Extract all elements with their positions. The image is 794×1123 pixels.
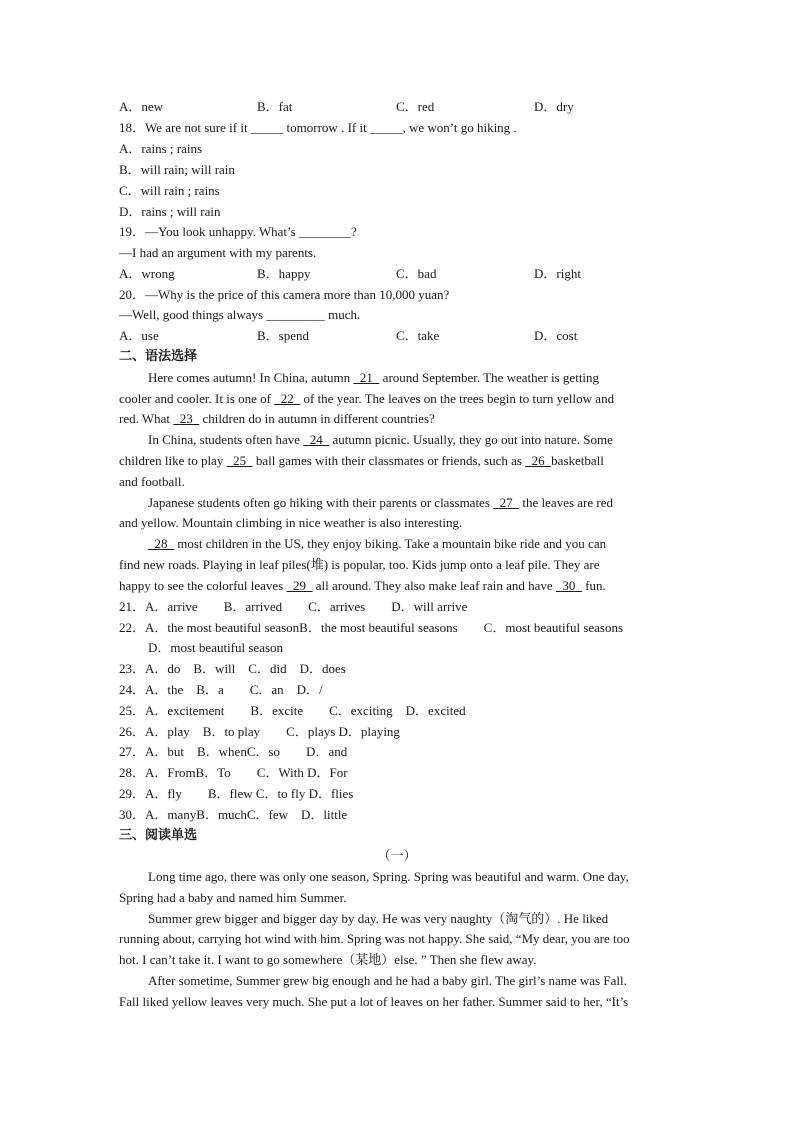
option-c: C．bad (396, 266, 437, 281)
blank-22[interactable] (274, 391, 300, 406)
option-c: C．red (396, 99, 435, 114)
q18-option-c: C．will rain ; rains (119, 183, 220, 198)
blank-26[interactable] (525, 453, 551, 468)
option-d: D．right (534, 266, 581, 281)
blank-number: 30 (562, 578, 576, 593)
q20-stem: 20．—Why is the price of this camera more than 10,000 yuan? (119, 287, 450, 302)
passage-line: Long time ago, there was only one season, Spring. Spring was beautiful and warm. One day, (148, 869, 629, 884)
blank-number: 25 (233, 453, 247, 468)
q27-options: 27．A．but B．whenC．so D．and (119, 744, 348, 759)
option-a: A．wrong (119, 266, 175, 281)
cloze-line (148, 495, 613, 511)
blank-23[interactable] (173, 411, 199, 426)
cloze-line (119, 411, 435, 427)
q19-reply: —I had an argument with my parents. (119, 245, 317, 260)
passage-line: After sometime, Summer grew big enough and he had a baby girl. The girl’s name was Fall. (148, 973, 627, 988)
blank-21[interactable] (353, 370, 379, 385)
passage-line: hot. I can’t take it. I want to go somewhere（某地）else. ” Then she flew away. (119, 952, 537, 967)
cloze-line: find new roads. Playing in leaf piles(堆) is popular, too. Kids jump onto a leaf pile. They are (119, 557, 600, 572)
cloze-line (148, 432, 613, 448)
passage-line: running about, carrying hot wind with him. Spring was not happy. She said, “My dear, you are too (119, 931, 630, 946)
blank-30[interactable] (556, 578, 582, 593)
q22-options-cont: D．most beautiful season (148, 640, 284, 655)
blank-28[interactable] (148, 536, 174, 551)
blank-number: 26 (531, 453, 545, 468)
text: Here comes autumn! In China, autumn (148, 370, 354, 385)
blank-number: 23 (179, 411, 193, 426)
q18-stem: 18．We are not sure if it _____ tomorrow . If it _____, we won’t go hiking . (119, 120, 517, 135)
option-a: A．new (119, 99, 164, 114)
q20-reply: —Well, good things always _________ much. (119, 307, 361, 322)
q28-options: 28．A．FromB．To C．With D．For (119, 765, 348, 780)
blank-27[interactable] (493, 495, 519, 510)
passage-line: Summer grew bigger and bigger day by day. He was very naughty（淘气的）. He liked (148, 911, 609, 926)
cloze-line (119, 453, 604, 469)
text: of the year. The leaves on the trees begin to turn yellow and (300, 391, 615, 406)
text: Japanese students often go hiking with their parents or classmates (148, 495, 494, 510)
option-d: D．dry (534, 99, 574, 114)
q24-options: 24．A．the B．a C．an D．/ (119, 682, 323, 697)
q21-options: 21．A．arrive B．arrived C．arrives D．will arrive (119, 599, 468, 614)
q29-options: 29．A．fly B．flew C．to fly D．flies (119, 786, 354, 801)
blank-number: 27 (499, 495, 513, 510)
q18-option-d: D．rains ; will rain (119, 204, 221, 219)
option-b: B．spend (257, 328, 310, 343)
text: ball games with their classmates or friends, such as (252, 453, 526, 468)
option-a: A．use (119, 328, 159, 343)
cloze-line (119, 391, 614, 407)
q25-options: 25．A．excitement B．excite C．exciting D．excited (119, 703, 466, 718)
text: most children in the US, they enjoy biking. Take a mountain bike ride and you can (174, 536, 607, 551)
option-b: B．happy (257, 266, 311, 281)
blank-24[interactable] (303, 432, 329, 447)
text: cooler and cooler. It is one of (119, 391, 275, 406)
q26-options: 26．A．play B．to play C．plays D．playing (119, 724, 400, 739)
option-b: B．fat (257, 99, 293, 114)
text: all around. They also make leaf rain and have (312, 578, 556, 593)
text: fun. (581, 578, 606, 593)
text: around September. The weather is getting (379, 370, 600, 385)
q23-options: 23．A．do B．will C．did D．does (119, 661, 346, 676)
cloze-line: and football. (119, 474, 185, 489)
blank-29[interactable] (287, 578, 313, 593)
blank-number: 28 (154, 536, 168, 551)
section-grammar-heading: 二、语法选择 (119, 349, 198, 364)
text: children do in autumn in different countries? (199, 411, 435, 426)
cloze-line (148, 536, 606, 552)
text: happy to see the colorful leaves (119, 578, 287, 593)
q18-option-a: A．rains ; rains (119, 141, 203, 156)
blank-number: 24 (309, 432, 323, 447)
text: red. What (119, 411, 174, 426)
blank-number: 21 (359, 370, 373, 385)
text: In China, students often have (148, 432, 304, 447)
q18-option-b: B．will rain; will rain (119, 162, 235, 177)
q19-stem: 19．—You look unhappy. What’s ________? (119, 224, 357, 239)
cloze-line: and yellow. Mountain climbing in nice weather is also interesting. (119, 515, 463, 530)
text: autumn picnic. Usually, they go out into nature. Some (329, 432, 613, 447)
text: basketball (551, 453, 604, 468)
text: children like to play (119, 453, 227, 468)
section-reading-heading: 三、阅读单选 (119, 828, 198, 843)
cloze-line (119, 578, 606, 594)
blank-number: 22 (280, 391, 294, 406)
passage-number: （一） (377, 848, 417, 863)
option-d: D．cost (534, 328, 578, 343)
passage-line: Fall liked yellow leaves very much. She put a lot of leaves on her father. Summer said to her, “It’s (119, 994, 629, 1009)
option-c: C．take (396, 328, 440, 343)
passage-line: Spring had a baby and named him Summer. (119, 890, 347, 905)
q22-options: 22．A．the most beautiful seasonB．the most beautiful seasons C．most beautiful seasons (119, 620, 624, 635)
text: the leaves are red (519, 495, 613, 510)
blank-number: 29 (293, 578, 306, 593)
cloze-line (148, 370, 599, 386)
q30-options: 30．A．manyB．muchC．few D．little (119, 807, 348, 822)
blank-25[interactable] (227, 453, 253, 468)
